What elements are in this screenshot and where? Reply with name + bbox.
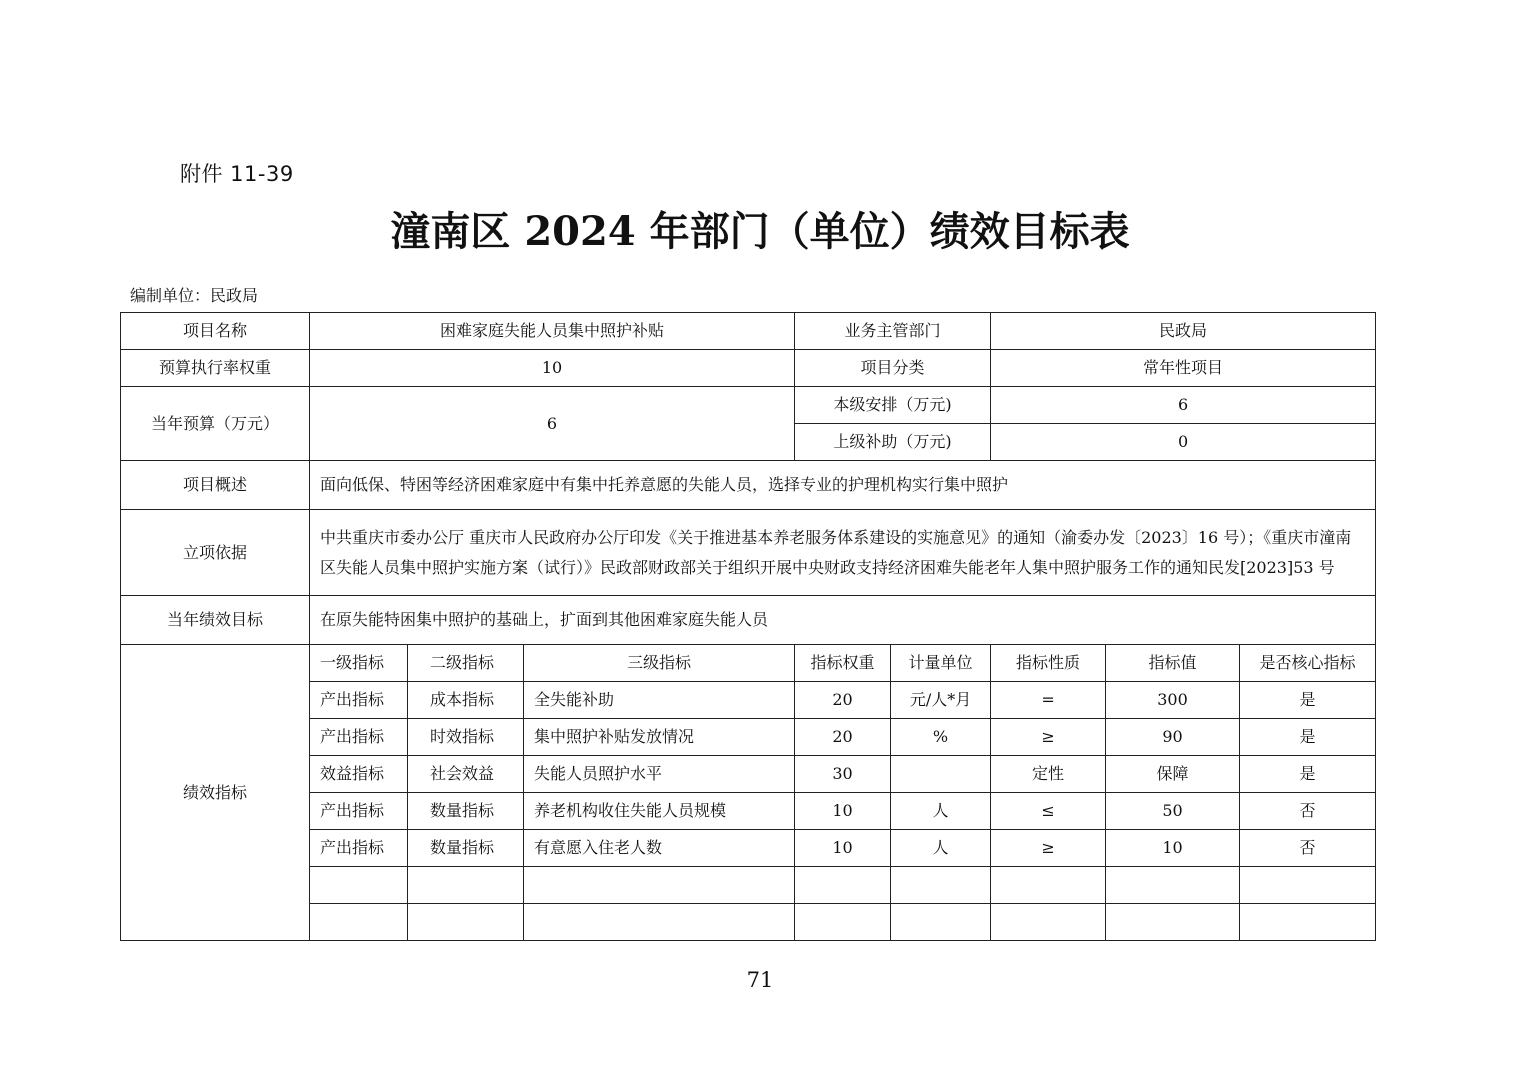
indicator-row xyxy=(121,830,1376,867)
empty-cell xyxy=(795,904,891,941)
empty-cell xyxy=(991,867,1106,904)
indicator-weight: 20 xyxy=(795,682,891,719)
empty-cell xyxy=(1106,904,1240,941)
indicator-value: 保障 xyxy=(1106,756,1240,793)
project-name-label: 项目名称 xyxy=(121,313,310,350)
overview-value: 面向低保、特困等经济困难家庭中有集中托养意愿的失能人员，选择专业的护理机构实行集中照护 xyxy=(310,461,1376,510)
table-row xyxy=(121,461,1376,510)
dept-label: 业务主管部门 xyxy=(795,313,991,350)
table-row xyxy=(121,510,1376,596)
empty-cell xyxy=(1240,867,1376,904)
indicator-value: 10 xyxy=(1106,830,1240,867)
indicator-row xyxy=(121,682,1376,719)
table-row xyxy=(121,596,1376,645)
attachment-label: 附件 11-39 xyxy=(180,162,294,186)
indicator-level2: 时效指标 xyxy=(408,719,524,756)
indicator-level1: 产出指标 xyxy=(310,719,408,756)
page-number: 71 xyxy=(746,968,774,992)
budget-rate-value: 10 xyxy=(310,350,795,387)
indicator-level2: 社会效益 xyxy=(408,756,524,793)
dept-value: 民政局 xyxy=(991,313,1376,350)
category-value: 常年性项目 xyxy=(991,350,1376,387)
indicators-section-label: 绩效指标 xyxy=(121,645,310,941)
overview-label: 项目概述 xyxy=(121,461,310,510)
project-name-value: 困难家庭失能人员集中照护补贴 xyxy=(310,313,795,350)
header-unit: 计量单位 xyxy=(891,645,991,682)
indicator-level2: 数量指标 xyxy=(408,793,524,830)
indicator-level3: 有意愿入住老人数 xyxy=(524,830,795,867)
indicator-level1: 产出指标 xyxy=(310,830,408,867)
performance-target-table xyxy=(120,312,1376,941)
header-level1: 一级指标 xyxy=(310,645,408,682)
indicator-nature: 定性 xyxy=(991,756,1106,793)
empty-indicator-row xyxy=(121,904,1376,941)
indicator-core: 否 xyxy=(1240,793,1376,830)
indicator-weight: 30 xyxy=(795,756,891,793)
empty-cell xyxy=(891,867,991,904)
empty-cell xyxy=(891,904,991,941)
header-level3: 三级指标 xyxy=(524,645,795,682)
indicator-core: 是 xyxy=(1240,682,1376,719)
budget-rate-label: 预算执行率权重 xyxy=(121,350,310,387)
indicator-row xyxy=(121,793,1376,830)
header-weight: 指标权重 xyxy=(795,645,891,682)
indicator-nature: ≤ xyxy=(991,793,1106,830)
table-row xyxy=(121,387,1376,424)
empty-cell xyxy=(795,867,891,904)
annual-budget-value: 6 xyxy=(310,387,795,461)
upper-subsidy-value: 0 xyxy=(991,424,1376,461)
indicator-value: 300 xyxy=(1106,682,1240,719)
indicator-value: 90 xyxy=(1106,719,1240,756)
header-nature: 指标性质 xyxy=(991,645,1106,682)
basis-label: 立项依据 xyxy=(121,510,310,596)
header-level2: 二级指标 xyxy=(408,645,524,682)
empty-cell xyxy=(310,904,408,941)
empty-indicator-row xyxy=(121,867,1376,904)
indicator-level1: 产出指标 xyxy=(310,793,408,830)
empty-cell xyxy=(310,867,408,904)
empty-cell xyxy=(1106,867,1240,904)
indicator-core: 是 xyxy=(1240,756,1376,793)
indicator-level3: 集中照护补贴发放情况 xyxy=(524,719,795,756)
indicator-nature: ≥ xyxy=(991,719,1106,756)
indicator-unit xyxy=(891,756,991,793)
empty-cell xyxy=(1240,904,1376,941)
empty-cell xyxy=(524,904,795,941)
empty-cell xyxy=(991,904,1106,941)
compiling-unit: 编制单位：民政局 xyxy=(130,286,259,305)
goal-label: 当年绩效目标 xyxy=(121,596,310,645)
empty-cell xyxy=(408,867,524,904)
table-row xyxy=(121,350,1376,387)
indicator-value: 50 xyxy=(1106,793,1240,830)
goal-value: 在原失能特困集中照护的基础上，扩面到其他困难家庭失能人员 xyxy=(310,596,1376,645)
annual-budget-label: 当年预算（万元） xyxy=(121,387,310,461)
local-budget-label: 本级安排（万元) xyxy=(795,387,991,424)
indicator-level2: 数量指标 xyxy=(408,830,524,867)
indicator-unit: 人 xyxy=(891,793,991,830)
indicator-level1: 产出指标 xyxy=(310,682,408,719)
indicator-core: 是 xyxy=(1240,719,1376,756)
table-row xyxy=(121,313,1376,350)
local-budget-value: 6 xyxy=(991,387,1376,424)
indicator-level3: 失能人员照护水平 xyxy=(524,756,795,793)
indicator-unit: 元/人*月 xyxy=(891,682,991,719)
indicator-weight: 10 xyxy=(795,793,891,830)
page-title: 潼南区 2024 年部门（单位）绩效目标表 xyxy=(390,208,1130,255)
indicator-level2: 成本指标 xyxy=(408,682,524,719)
indicator-nature: ≥ xyxy=(991,830,1106,867)
empty-cell xyxy=(408,904,524,941)
upper-subsidy-label: 上级补助（万元) xyxy=(795,424,991,461)
indicator-nature: = xyxy=(991,682,1106,719)
indicator-header-row xyxy=(121,645,1376,682)
indicator-unit: 人 xyxy=(891,830,991,867)
indicator-weight: 20 xyxy=(795,719,891,756)
indicator-unit: % xyxy=(891,719,991,756)
indicator-level3: 全失能补助 xyxy=(524,682,795,719)
indicator-row xyxy=(121,756,1376,793)
indicator-row xyxy=(121,719,1376,756)
indicator-core: 否 xyxy=(1240,830,1376,867)
indicator-level1: 效益指标 xyxy=(310,756,408,793)
indicator-level3: 养老机构收住失能人员规模 xyxy=(524,793,795,830)
empty-cell xyxy=(524,867,795,904)
indicator-weight: 10 xyxy=(795,830,891,867)
header-core: 是否核心指标 xyxy=(1240,645,1376,682)
basis-value: 中共重庆市委办公厅 重庆市人民政府办公厅印发《关于推进基本养老服务体系建设的实施意见》的通知（渝委办发〔2023〕16 号）；《重庆市潼南区失能人员集中照护实施方案（试行）》民政部财政部关于组织开展中央财政支持经济困难失能老年人集中照护服务工作的通知民发[2023]53 号 xyxy=(310,510,1376,596)
category-label: 项目分类 xyxy=(795,350,991,387)
header-value: 指标值 xyxy=(1106,645,1240,682)
